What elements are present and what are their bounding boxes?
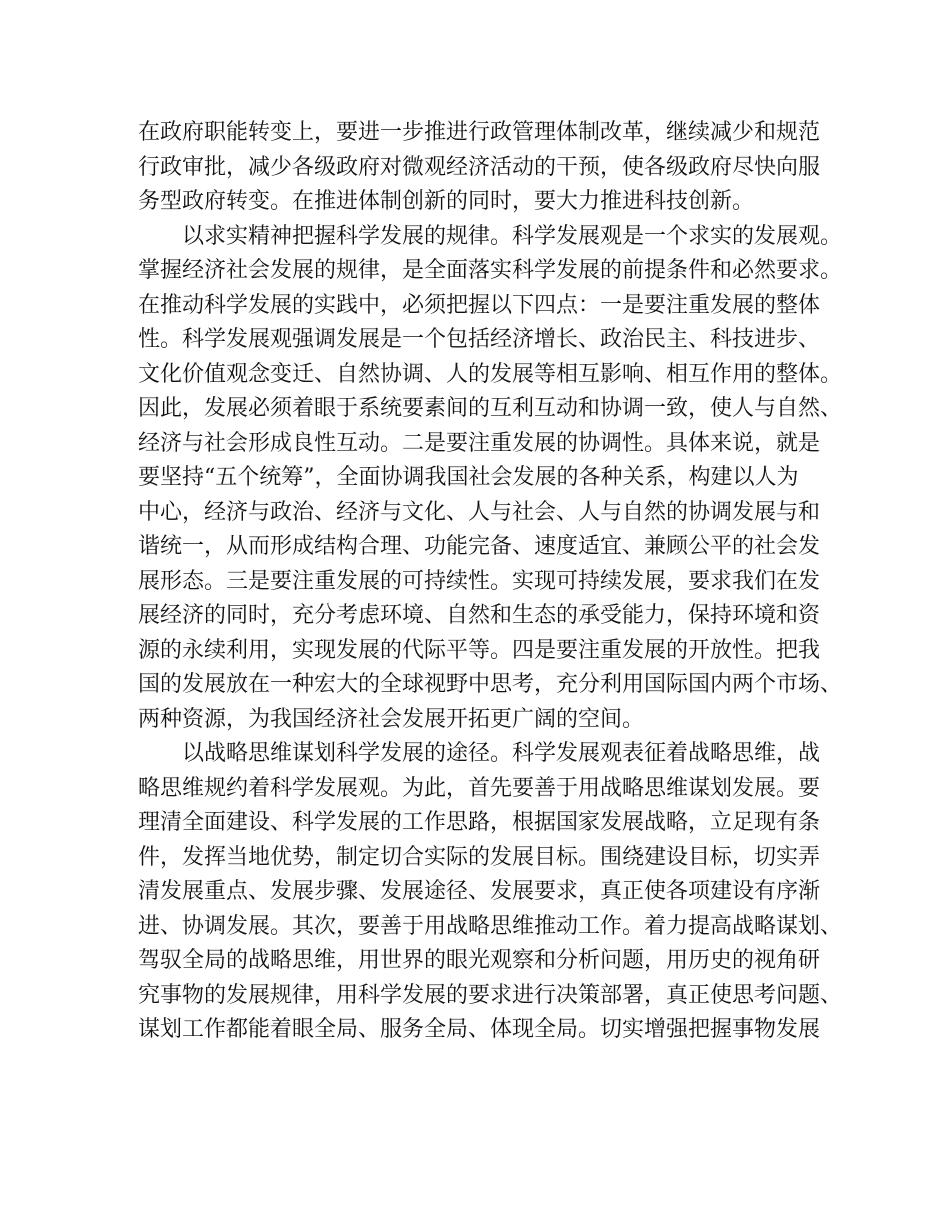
- text-line: 国的发展放在一种宏大的全球视野中思考，充分利用国际国内两个市场、: [138, 672, 843, 697]
- text-line: 文化价值观念变迁、自然协调、人的发展等相互影响、相互作用的整体。: [138, 361, 843, 387]
- text-line: 进、协调发展。其次，要善于用战略思维推动工作。着力提高战略谋划、: [138, 913, 843, 939]
- text-line: 以战略思维谋划科学发展的途径。科学发展观表征着战略思维，战: [138, 741, 821, 766]
- text-line: 件，发挥当地优势，制定切合实际的发展目标。围绕建设目标，切实弄: [138, 844, 821, 870]
- text-line: 究事物的发展规律，用科学发展的要求进行决策部署，真正使思考问题、: [138, 982, 843, 1008]
- text-line: 行政审批，减少各级政府对微观经济活动的干预，使各级政府尽快向服: [138, 154, 821, 180]
- text-line: 展经济的同时，充分考虑环境、自然和生态的承受能力，保持环境和资: [138, 603, 821, 628]
- text-line: 谐统一，从而形成结构合理、功能完备、速度适宜、兼顾公平的社会发: [138, 534, 821, 559]
- text-line: 谋划工作都能着眼全局、服务全局、体现全局。切实增强把握事物发展: [138, 1017, 821, 1042]
- text-line: 经济与社会形成良性互动。二是要注重发展的协调性。具体来说，就是: [138, 430, 821, 456]
- text-line: 要坚持“五个统筹”，全面协调我国社会发展的各种关系，构建以人为: [138, 465, 799, 490]
- paragraph-2: [138, 220, 843, 738]
- text-line: 两种资源，为我国经济社会发展开拓更广阔的空间。: [138, 706, 645, 732]
- text-line: 略思维规约着科学发展观。为此，首先要善于用战略思维谋划发展。要: [138, 775, 821, 801]
- body-text: [138, 116, 843, 1048]
- text-line: 源的永续利用，实现发展的代际平等。四是要注重发展的开放性。把我: [138, 637, 821, 663]
- paragraph-3: [138, 737, 843, 1048]
- text-line: 在政府职能转变上，要进一步推进行政管理体制改革，继续减少和规范: [138, 120, 821, 145]
- text-line: 理清全面建设、科学发展的工作思路，根据国家发展战略，立足现有条: [138, 810, 821, 835]
- text-line: 以求实精神把握科学发展的规律。科学发展观是一个求实的发展观。: [138, 223, 843, 249]
- text-line: 掌握经济社会发展的规律，是全面落实科学发展的前提条件和必然要求。: [138, 258, 843, 283]
- text-line: 务型政府转变。在推进体制创新的同时，要大力推进科技创新。: [138, 189, 755, 214]
- text-line: 清发展重点、发展步骤、发展途径、发展要求，真正使各项建设有序渐: [138, 879, 821, 904]
- text-line: 因此，发展必须着眼于系统要素间的互利互动和协调一致，使人与自然、: [138, 396, 843, 421]
- text-line: 在推动科学发展的实践中，必须把握以下四点：一是要注重发展的整体: [138, 292, 821, 318]
- text-line: 驾驭全局的战略思维，用世界的眼光观察和分析问题，用历史的视角研: [138, 948, 821, 973]
- text-line: 中心，经济与政治、经济与文化、人与社会、人与自然的协调发展与和: [138, 499, 821, 525]
- text-line: 展形态。三是要注重发展的可持续性。实现可持续发展，要求我们在发: [138, 568, 821, 594]
- text-line: 性。科学发展观强调发展是一个包括经济增长、政治民主、科技进步、: [138, 327, 821, 352]
- paragraph-1: [138, 116, 838, 220]
